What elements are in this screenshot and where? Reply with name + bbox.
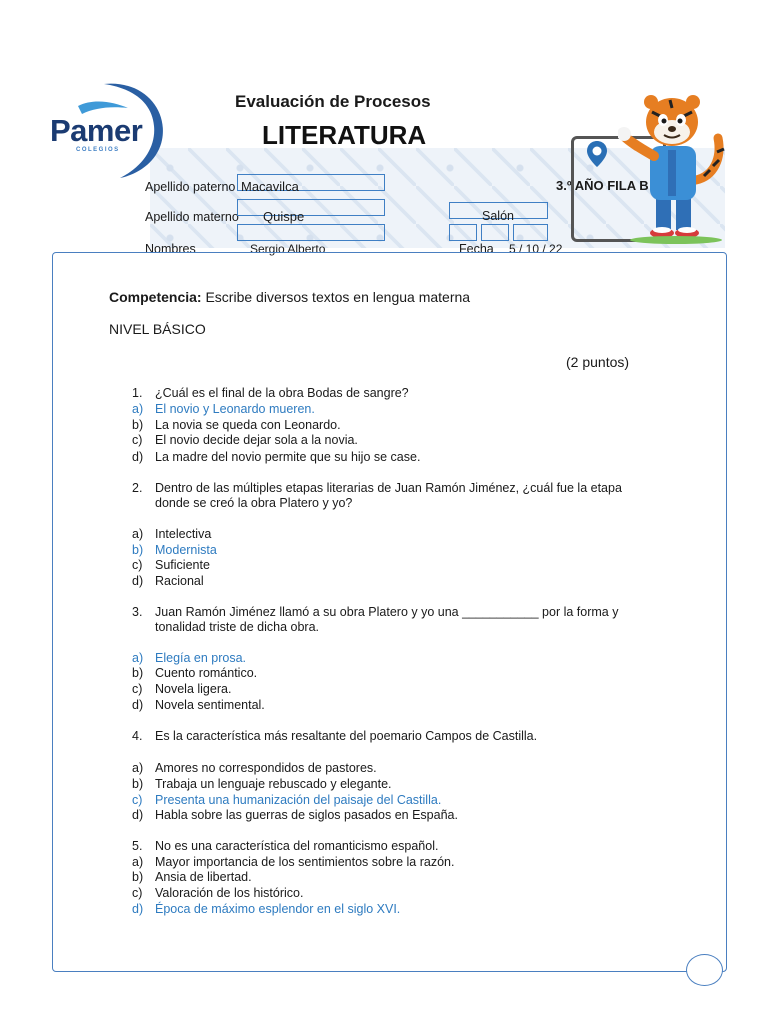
option-text: La madre del novio permite que su hijo se case. (155, 450, 421, 464)
classroom-label: Salón (482, 209, 514, 223)
page-title: Evaluación de Procesos (235, 92, 431, 111)
subject-title: LITERATURA (262, 120, 427, 150)
question-number: 4. (132, 729, 143, 743)
level-heading: NIVEL BÁSICO (109, 321, 206, 337)
option-text: Ansia de libertad. (155, 870, 252, 884)
option-letter: a) (132, 402, 144, 416)
map-pin-icon (586, 140, 608, 168)
option-letter: c) (132, 433, 143, 447)
option-letter: d) (132, 450, 144, 464)
competency-label: Competencia: (109, 289, 202, 305)
option-letter: d) (132, 808, 144, 822)
option-text: Presenta una humanización del paisaje del Castilla. (155, 793, 442, 807)
option-letter: b) (132, 418, 144, 432)
competency-text: Escribe diversos textos en lengua materna (205, 289, 471, 305)
option-text: El novio y Leonardo mueren. (155, 402, 315, 416)
option-text: Amores no correspondidos de pastores. (155, 761, 377, 775)
question-text: Juan Ramón Jiménez llamó a su obra Platero y yo una ___________ por la forma y (155, 605, 619, 619)
option-text: Cuento romántico. (155, 666, 258, 680)
competency (109, 289, 470, 305)
option-letter: a) (132, 855, 144, 869)
pamer-logo (44, 80, 168, 180)
option-text: Elegía en prosa. (155, 651, 247, 665)
question-text: ¿Cuál es el final de la obra Bodas de sangre? (155, 386, 409, 400)
date-value: 5 / 10 / 22 (509, 242, 563, 256)
date-day-field[interactable] (449, 224, 477, 241)
option-text: El novio decide dejar sola a la novia. (155, 433, 358, 447)
question-number: 2. (132, 481, 143, 495)
option-text: Modernista (155, 543, 217, 557)
option-text: Época de máximo esplendor en el siglo XVI. (155, 902, 401, 916)
option-letter: a) (132, 761, 144, 775)
tiger-mascot-icon (618, 92, 730, 244)
option-text: Novela sentimental. (155, 698, 265, 712)
option-text: Racional (155, 574, 204, 588)
surname-paternal-label: Apellido paterno (145, 180, 236, 194)
option-text: Intelectiva (155, 527, 212, 541)
option-letter: a) (132, 527, 144, 541)
option-letter: d) (132, 902, 144, 916)
option-letter: c) (132, 886, 143, 900)
option-letter: b) (132, 543, 144, 557)
page-number-oval (686, 954, 723, 986)
question-text: Es la característica más resaltante del poemario Campos de Castilla. (155, 729, 538, 743)
option-text: La novia se queda con Leonardo. (155, 418, 341, 432)
question-number: 3. (132, 605, 143, 619)
surname-paternal-value: Macavilca (241, 179, 299, 194)
surname-maternal-value: Quispe (263, 209, 305, 224)
option-text: Trabaja un lenguaje rebuscado y elegante. (155, 777, 392, 791)
names-label: Nombres (145, 242, 196, 256)
date-year-field[interactable] (513, 224, 548, 241)
option-letter: c) (132, 793, 143, 807)
option-text: Habla sobre las guerras de siglos pasados en España. (155, 808, 458, 822)
names-field[interactable] (237, 224, 385, 241)
option-letter: d) (132, 574, 144, 588)
option-text: Suficiente (155, 558, 210, 572)
option-letter: b) (132, 666, 144, 680)
option-letter: c) (132, 558, 143, 572)
grade-label: 3.º AÑO FILA B (556, 178, 649, 193)
surname-maternal-field[interactable] (237, 199, 385, 216)
option-letter: b) (132, 870, 144, 884)
surname-maternal-label: Apellido materno (145, 210, 239, 224)
option-letter: d) (132, 698, 144, 712)
names-value: Sergio Alberto (250, 242, 326, 256)
question-number: 5. (132, 839, 143, 853)
points-label: (2 puntos) (566, 354, 630, 370)
option-text: Valoración de los histórico. (155, 886, 304, 900)
date-month-field[interactable] (481, 224, 509, 241)
date-label: Fecha (459, 242, 494, 256)
option-letter: a) (132, 651, 144, 665)
option-text: Novela ligera. (155, 682, 232, 696)
question-text: Dentro de las múltiples etapas literarias de Juan Ramón Jiménez, ¿cuál fue la etapa (155, 481, 622, 495)
option-letter: c) (132, 682, 143, 696)
question-number: 1. (132, 386, 143, 400)
option-letter: b) (132, 777, 144, 791)
logo-name: Pamer (50, 113, 143, 148)
question-text: No es una característica del romanticismo español. (155, 839, 439, 853)
logo-subtitle: COLEGIOS (76, 147, 120, 153)
question-text: donde se creó la obra Platero y yo? (155, 496, 353, 510)
option-text: Mayor importancia de los sentimientos sobre la razón. (155, 855, 455, 869)
question-text: tonalidad triste de dicha obra. (155, 620, 319, 634)
